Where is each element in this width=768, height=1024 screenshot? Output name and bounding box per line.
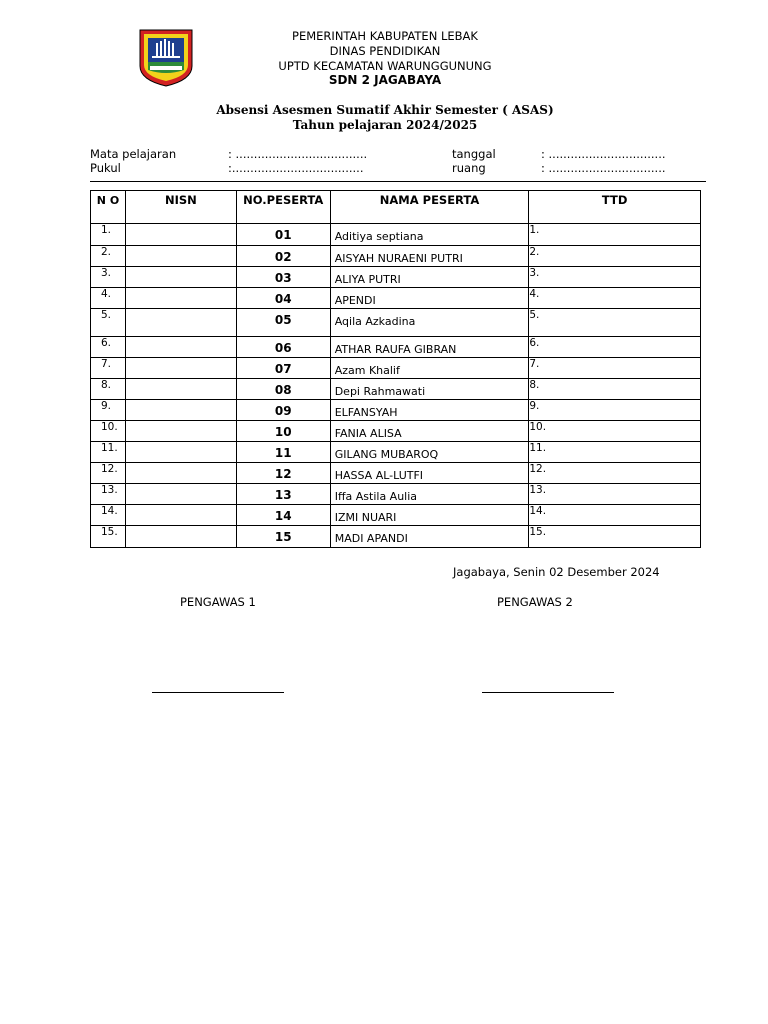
row-nama-peserta: IZMI NUARI [330,505,529,526]
row-ttd: 13. [529,484,701,505]
row-number: 8. [91,379,126,400]
header-school: SDN 2 JAGABAYA [328,73,442,87]
lebak-regency-emblem [136,26,196,88]
row-nama-peserta: Aqila Azkadina [330,309,529,337]
row-ttd: 11. [529,442,701,463]
row-no-peserta: 15 [236,526,330,548]
row-nisn [125,463,236,484]
row-nama-peserta: AISYAH NURAENI PUTRI [330,246,529,267]
document-subtitle: Tahun pelajaran 2024/2025 [292,118,478,132]
row-ttd: 4. [529,288,701,309]
row-nisn [125,267,236,288]
row-ttd: 6. [529,337,701,358]
row-nisn [125,246,236,267]
row-number: 13. [91,484,126,505]
row-no-peserta: 03 [236,267,330,288]
row-number: 2. [91,246,126,267]
header-uptd: UPTD KECAMATAN WARUNGGUNUNG [278,59,492,73]
ruang-label: ruang [452,161,486,175]
row-no-peserta: 07 [236,358,330,379]
header-divider [90,181,706,182]
row-no-peserta: 14 [236,505,330,526]
row-ttd: 12. [529,463,701,484]
row-ttd: 5. [529,309,701,337]
row-ttd: 3. [529,267,701,288]
row-no-peserta: 01 [236,224,330,246]
row-no-peserta: 02 [236,246,330,267]
row-nisn [125,484,236,505]
row-nama-peserta: Azam Khalif [330,358,529,379]
row-ttd: 10. [529,421,701,442]
ruang-value: : ................................ [541,161,666,175]
row-nisn [125,358,236,379]
table-row [91,358,701,379]
row-nama-peserta: FANIA ALISA [330,421,529,442]
document-title: Absensi Asesmen Sumatif Akhir Semester ( ASAS) [216,103,554,117]
row-nama-peserta: ELFANSYAH [330,400,529,421]
table-row [91,421,701,442]
row-nisn [125,400,236,421]
table-row [91,484,701,505]
row-nisn [125,442,236,463]
tanggal-label: tanggal [452,147,496,161]
mapel-value: : .................................... [228,147,368,161]
row-ttd: 14. [529,505,701,526]
row-number: 6. [91,337,126,358]
table-header-row [91,191,701,224]
row-nama-peserta: Depi Rahmawati [330,379,529,400]
table-row [91,224,701,246]
row-no-peserta: 12 [236,463,330,484]
row-no-peserta: 06 [236,337,330,358]
row-nisn [125,421,236,442]
row-no-peserta: 09 [236,400,330,421]
table-row [91,246,701,267]
table-row [91,400,701,421]
row-number: 3. [91,267,126,288]
row-no-peserta: 11 [236,442,330,463]
col-header-nama: NAMA PESERTA [330,191,529,224]
row-nama-peserta: GILANG MUBAROQ [330,442,529,463]
row-nisn [125,309,236,337]
row-number: 14. [91,505,126,526]
row-no-peserta: 04 [236,288,330,309]
row-ttd: 15. [529,526,701,548]
row-nama-peserta: MADI APANDI [330,526,529,548]
row-ttd: 7. [529,358,701,379]
row-no-peserta: 08 [236,379,330,400]
header-department: DINAS PENDIDIKAN [329,44,441,58]
col-header-ttd: TTD [529,191,701,224]
mapel-label: Mata pelajaran [90,147,177,161]
row-nisn [125,337,236,358]
row-no-peserta: 05 [236,309,330,337]
pengawas-2-signature-line [482,692,614,693]
row-nama-peserta: ATHAR RAUFA GIBRAN [330,337,529,358]
row-number: 10. [91,421,126,442]
row-nisn [125,379,236,400]
row-ttd: 1. [529,224,701,246]
row-nisn [125,288,236,309]
row-number: 15. [91,526,126,548]
row-nisn [125,505,236,526]
table-row [91,463,701,484]
row-nama-peserta: Aditiya septiana [330,224,529,246]
table-row [91,379,701,400]
table-row [91,309,701,337]
header-government: PEMERINTAH KABUPATEN LEBAK [292,29,478,43]
table-row [91,267,701,288]
pengawas-1-label: PENGAWAS 1 [180,595,256,609]
table-row [91,526,701,548]
row-nama-peserta: ALIYA PUTRI [330,267,529,288]
table-row [91,337,701,358]
row-no-peserta: 13 [236,484,330,505]
attendance-table [90,190,701,548]
table-row [91,288,701,309]
row-nisn [125,224,236,246]
row-number: 5. [91,309,126,337]
row-number: 4. [91,288,126,309]
row-no-peserta: 10 [236,421,330,442]
row-number: 9. [91,400,126,421]
pukul-value: :.................................... [228,161,364,175]
row-nama-peserta: APENDI [330,288,529,309]
row-ttd: 2. [529,246,701,267]
row-nama-peserta: Iffa Astila Aulia [330,484,529,505]
tanggal-value: : ................................ [541,147,666,161]
col-header-nisn: NISN [125,191,236,224]
table-row [91,505,701,526]
row-number: 1. [91,224,126,246]
row-number: 11. [91,442,126,463]
pukul-label: Pukul [90,161,121,175]
row-ttd: 9. [529,400,701,421]
pengawas-2-label: PENGAWAS 2 [497,595,573,609]
row-number: 7. [91,358,126,379]
row-nama-peserta: HASSA AL-LUTFI [330,463,529,484]
place-date: Jagabaya, Senin 02 Desember 2024 [453,565,660,579]
row-nisn [125,526,236,548]
row-ttd: 8. [529,379,701,400]
pengawas-1-signature-line [152,692,284,693]
col-header-no-peserta: NO.PESERTA [236,191,330,224]
row-number: 12. [91,463,126,484]
table-row [91,442,701,463]
col-header-no: N O [91,191,126,224]
